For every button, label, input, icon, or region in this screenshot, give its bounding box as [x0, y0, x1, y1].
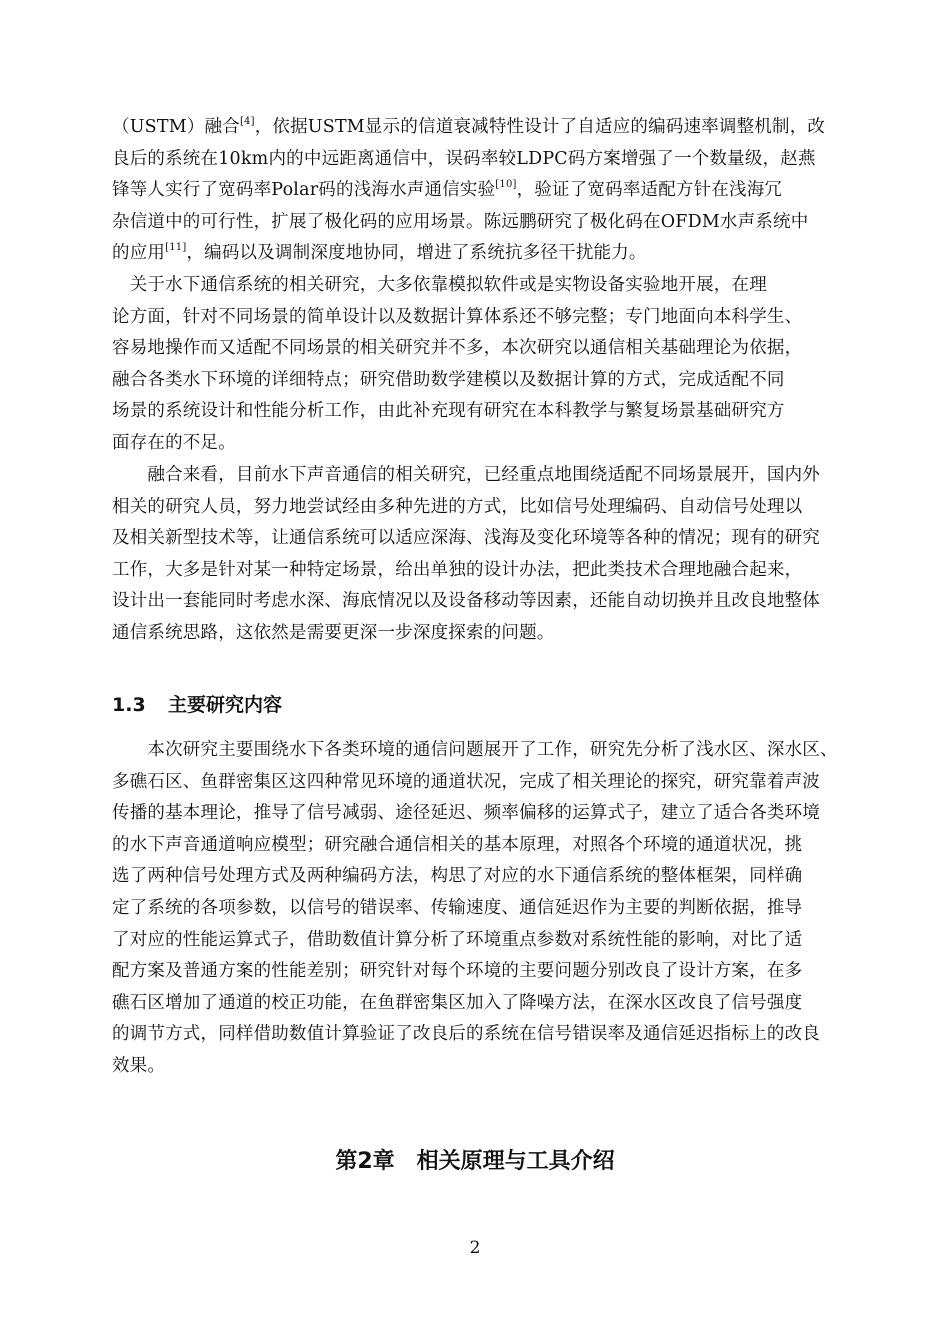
text-line: [112, 956, 874, 988]
section-number: 1.3: [112, 694, 146, 716]
citation-marker: [11]: [165, 242, 187, 254]
text-run: 的调节方式，同样借助数值计算验证了改良后的系统在信号错误率及通信延迟指标上的改良: [112, 1024, 820, 1045]
text-run: 论方面，针对不同场景的简单设计以及数据计算体系还不够完整；专门地面向本科学生、: [112, 306, 803, 327]
text-run: 通信系统思路，这依然是需要更深一步深度探索的问题。: [112, 622, 555, 643]
text-run: ，依据USTM显示的信道衰减特性设计了自适应的编码速率调整机制，改: [254, 117, 826, 137]
text-run: 相关的研究人员，努力地尝试经由多种先进的方式，比如信号处理编码、自动信号处理以: [112, 496, 803, 517]
text-line: [112, 1051, 874, 1083]
text-line: [112, 555, 874, 587]
text-run: 的水下声音通道响应模型；研究融合通信相关的基本原理，对照各个环境的通道状况，挑: [112, 834, 803, 855]
text-run: 融合来看，目前水下声音通信的相关研究，已经重点地围绕适配不同场景展开，国内外: [112, 465, 820, 485]
text-run: 设计出一套能同时考虑水深、海底情况以及设备移动等因素，还能自动切换并且改良地整体: [112, 591, 820, 612]
page-number: 2: [469, 1238, 481, 1258]
text-line: [112, 492, 874, 524]
text-line: [112, 207, 874, 239]
text-run: 容易地操作而又适配不同场景的相关研究并不多，本次研究以通信相关基础理论为依据，: [112, 338, 803, 359]
section-title: 主要研究内容: [168, 694, 283, 716]
text-run: 传播的基本理论，推导了信号减弱、途径延迟、频率偏移的运算式子，建立了适合各类环境: [112, 803, 820, 824]
text-run: （USTM）融合: [112, 117, 240, 137]
text-run: 的应用: [112, 243, 166, 264]
text-run: 本次研究主要围绕水下各类环境的通信问题展开了工作，研究先分析了浅水区、深水区、: [112, 740, 838, 760]
text-line: [112, 302, 874, 334]
text-run: 定了系统的各项参数，以信号的错误率、传输速度、通信延迟作为主要的判断依据，推导: [112, 897, 803, 918]
section-heading: [112, 690, 282, 717]
text-line: [112, 861, 874, 893]
text-run: 场景的系统设计和性能分析工作，由此补充现有研究在本科教学与繁复场景基础研究方: [112, 401, 785, 422]
text-line: [112, 112, 874, 144]
chapter-heading: [0, 1144, 950, 1175]
text-line: [112, 798, 874, 830]
text-line: [112, 238, 874, 270]
text-line: [112, 1019, 874, 1051]
text-line: [112, 830, 874, 862]
text-line: [112, 144, 874, 176]
text-run: 及相关新型技术等，让通信系统可以适应深海、浅海及变化环境等各种的情况；现有的研究: [112, 528, 820, 549]
paragraph-summary: [112, 460, 874, 650]
text-line: [112, 586, 874, 618]
citation-marker: [4]: [239, 116, 255, 127]
citation-marker: [10]: [495, 179, 517, 191]
text-line: [112, 460, 874, 492]
text-run: 锋等人实行了宽码率Polar码的浅海水声通信实验: [112, 180, 496, 201]
text-run: 多礁石区、鱼群密集区这四种常见环境的通道状况，完成了相关理论的探究，研究靠着声波: [112, 771, 820, 792]
text-line: [112, 767, 874, 799]
paragraph-polar-codes: [112, 112, 874, 270]
text-run: 配方案及普通方案的性能差别；研究针对每个环境的主要问题分别改良了设计方案，在多: [112, 961, 803, 982]
text-line: [112, 735, 874, 767]
text-run: 融合各类水下环境的详细特点；研究借助数学建模以及数据计算的方式，完成适配不同: [112, 369, 785, 390]
text-line: [112, 893, 874, 925]
text-line: [112, 988, 874, 1020]
text-line: [112, 523, 874, 555]
text-run: ，验证了宽码率适配方针在浅海冗: [516, 180, 783, 201]
text-line: [112, 925, 874, 957]
paragraph-main-content: [112, 735, 874, 1083]
text-line: [112, 175, 874, 207]
text-run: 良后的系统在10km内的中远距离通信中，误码率较LDPC码方案增强了一个数量级，赵燕: [112, 148, 816, 169]
text-line: [112, 270, 874, 302]
text-run: 礁石区增加了通道的校正功能，在鱼群密集区加入了降噪方法，在深水区改良了信号强度: [112, 992, 803, 1013]
text-run: ，编码以及调制深度地协同，增进了系统抗多径干扰能力。: [186, 243, 647, 264]
text-line: [112, 396, 874, 428]
text-line: [112, 618, 874, 650]
text-run: 工作，大多是针对某一种特定场景，给出单独的设计办法，把此类技术合理地融合起来，: [112, 559, 803, 580]
text-line: [112, 428, 874, 460]
text-line: [112, 333, 874, 365]
text-line: [112, 365, 874, 397]
text-run: 面存在的不足。: [112, 432, 236, 453]
text-run: 杂信道中的可行性，扩展了极化码的应用场景。陈远鹏研究了极化码在OFDM水声系统中: [112, 211, 809, 232]
paragraph-research-gap: [112, 270, 874, 460]
text-run: 了对应的性能运算式子，借助数值计算分析了环境重点参数对系统性能的影响，对比了适: [112, 929, 803, 950]
text-run: 效果。: [112, 1055, 166, 1076]
text-run: 关于水下通信系统的相关研究，大多依靠模拟软件或是实物设备实验地开展，在理: [112, 275, 767, 295]
chapter-number: 第2章: [335, 1149, 395, 1174]
chapter-title: 相关原理与工具介绍: [416, 1149, 615, 1174]
text-run: 选了两种信号处理方式及两种编码方法，构思了对应的水下通信系统的整体框架，同样确: [112, 866, 803, 887]
